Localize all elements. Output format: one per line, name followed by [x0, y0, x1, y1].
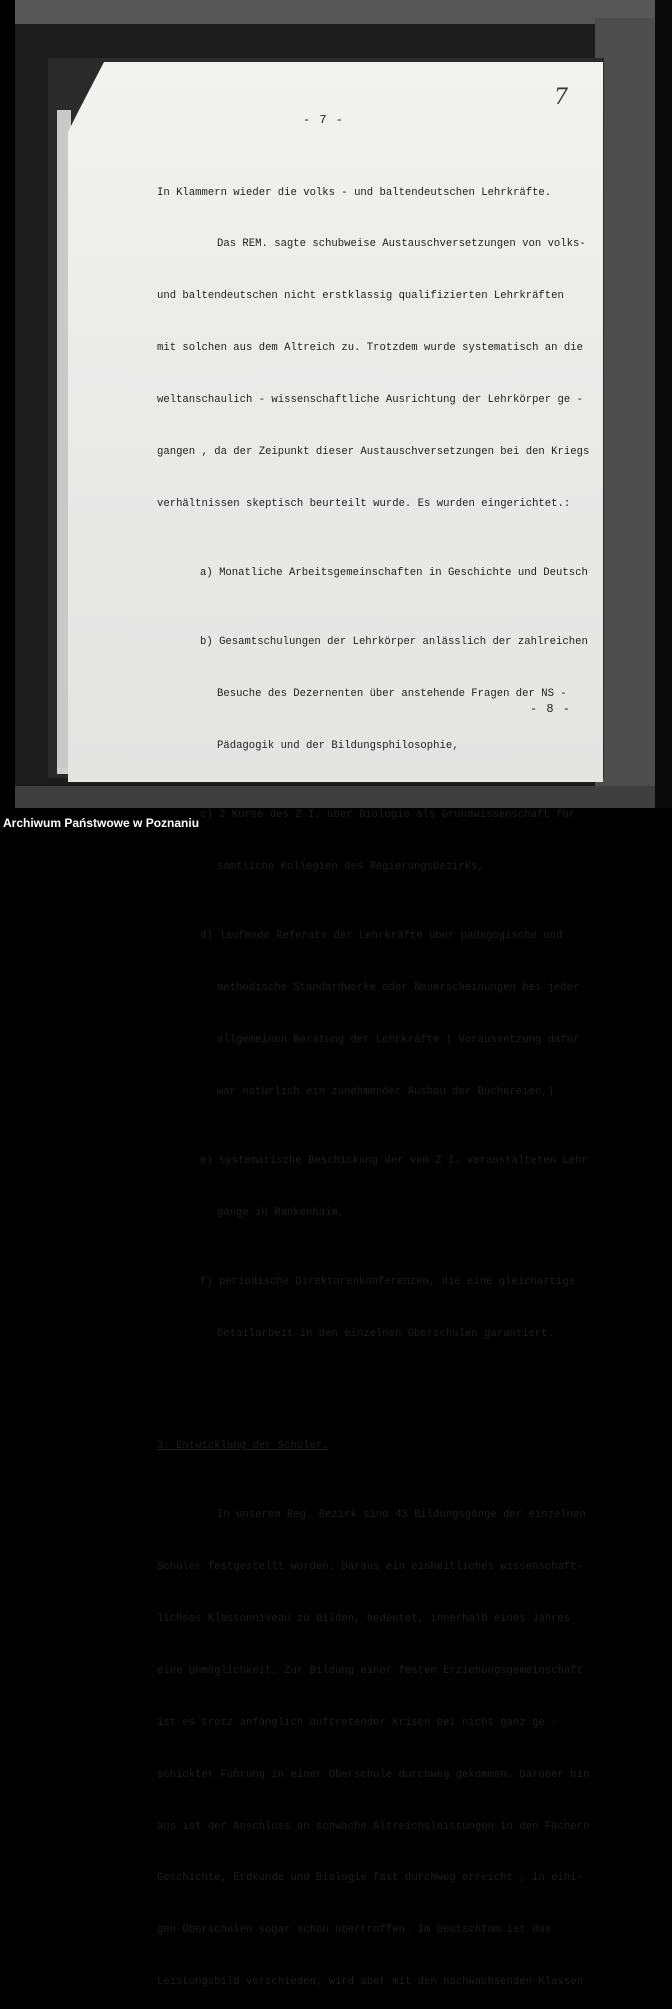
- list-item-b: [157, 634, 607, 651]
- paragraph-line: gen Oberschulen sogar schon übertroffen. Im Deutschtum ist das: [157, 1924, 552, 1937]
- list-text: 2 Kurse des Z I. über Biologie als Grundwissenschaft für: [219, 809, 576, 822]
- page-number-top: - 7 -: [303, 113, 345, 127]
- list-text-cont: war natürlich ein zunehmender Ausbau der Büchereien,): [217, 1086, 554, 1099]
- scan-board-top: [15, 0, 655, 24]
- paragraph-line: Geschichte, Erdkunde und Biologie fast durchweg erreicht , in eini-: [157, 1872, 583, 1885]
- paragraph-line: Leistungsbild verschieden, wird aber mit den nachwachsenden Klassen: [157, 1976, 583, 1989]
- list-text-cont: methodische Standardwerke oder Neuerscheinungen bei jeder: [217, 982, 580, 995]
- paragraph-line: In unserem Reg. Bezirk sind 43 Bildungsgänge der einzelnen: [217, 1509, 586, 1522]
- list-text-cont: Pädagogik und der Bildungsphilosophie,: [217, 740, 459, 753]
- paragraph-line: Das REM. sagte schubweise Austauschversetzungen von volks-: [217, 238, 586, 251]
- paragraph-line: gangen , da der Zeipunkt dieser Austauschversetzungen bei den Kriegs: [157, 446, 590, 459]
- list-label: c): [200, 809, 213, 822]
- paragraph-line: aus ist der Anschluss an schwache Altreichsleistungen in den Fächern: [157, 1820, 590, 1833]
- list-text-cont: allgemeinen Beratung der Lehrkräfte ( Voraussetzung dafür: [217, 1034, 580, 1047]
- list-label: d): [200, 930, 213, 943]
- paragraph-line: ist es trotz anfänglich auftretender Krisen bei nicht ganz ge -: [157, 1716, 558, 1729]
- list-label: b): [200, 636, 213, 649]
- document-body: [157, 150, 607, 2009]
- list-text: laufende Referate der Lehrkräfte über pädagogische und: [219, 930, 563, 943]
- paragraph-intro: In Klammern wieder die volks - und baltendeutschen Lehrkräfte.: [157, 186, 552, 199]
- list-text-cont: sämtliche Kollegien des Regierungsbezirks,: [217, 861, 485, 874]
- paragraph-line: Schüler festgestellt worden. Daraus ein einheitliches wissenschaft-: [157, 1561, 583, 1574]
- list-text-cont: Detailarbeit in den einzelnen Oberschulen garantiert.: [217, 1328, 554, 1341]
- paragraph-line: verhältnissen skeptisch beurteilt wurde. Es wurden eingerichtet.:: [157, 497, 571, 510]
- list-item-e: [157, 1153, 607, 1170]
- list-text: Monatliche Arbeitsgemeinschaften in Geschichte und Deutsch: [219, 567, 588, 580]
- paragraph-line: lichses Klassonniveau zu bilden, bedeutet, innerhalb eines Jahres: [157, 1612, 571, 1625]
- paragraph-line: und baltendeutschen nicht erstklassig qualifizierten Lehrkräften: [157, 290, 564, 303]
- paragraph-line: weltanschaulich - wissenschaftliche Ausrichtung der Lehrkörper ge -: [157, 394, 583, 407]
- list-text-cont: gänge in Rankenhaim,: [217, 1207, 345, 1220]
- list-text: Gesamtschulungen der Lehrkörper anlässlich der zahlreichen: [219, 636, 588, 649]
- list-text: periodische Direktorenkonferenzen, die eine gleichartige: [219, 1276, 576, 1289]
- scan-right-border: [655, 0, 672, 808]
- handwritten-folio-number: 7: [554, 85, 568, 110]
- list-label: f): [200, 1276, 213, 1289]
- list-text: systematische Beschickung der vom Z I. veranstalteten Lehr: [219, 1155, 588, 1168]
- paragraph-line: eine Unmöglichkeit. Zur Bildung einer festen Erziehungsgemeinschaft: [157, 1664, 583, 1677]
- list-label: e): [200, 1155, 213, 1168]
- paragraph-line: mit solchen aus dem Altreich zu. Trotzdem wurde systematisch an die: [157, 342, 583, 355]
- list-item-c: [157, 807, 607, 824]
- list-item-a: [157, 565, 607, 582]
- paragraph-line: schickter Führung in einer Oberschule durchweg gekommen. Darüber hin: [157, 1768, 590, 1781]
- section-heading: 3. Entwicklung der Schüler.: [157, 1439, 329, 1452]
- archive-watermark: Archiwum Państwowe w Poznaniu: [3, 816, 200, 830]
- list-text-cont: Besuche des Dezernenten über anstehende Fragen der NS -: [217, 688, 567, 701]
- list-label: a): [200, 567, 213, 580]
- list-item-f: [157, 1274, 607, 1291]
- list-item-d: [157, 928, 607, 945]
- page-number-bottom: - 8 -: [530, 702, 572, 716]
